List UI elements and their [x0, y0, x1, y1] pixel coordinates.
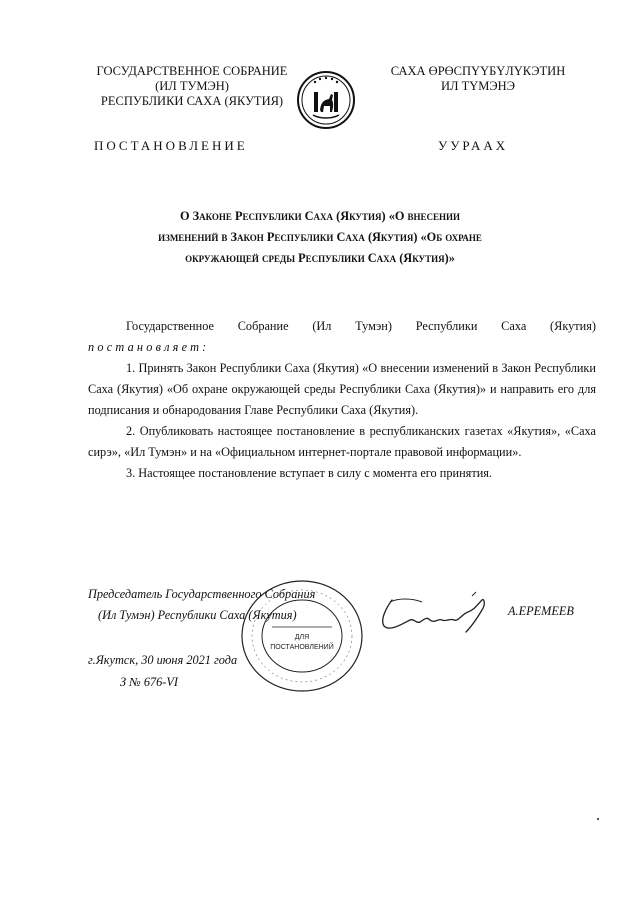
- title-line-3: окружающей среды Республики Саха (Якутия)»: [185, 251, 455, 265]
- scan-speck: [597, 818, 599, 820]
- official-stamp-seal: [238, 577, 366, 695]
- stamp-text-2: ПОСТАНОВЛЕНИЙ: [270, 644, 334, 651]
- item-2: 2. Опубликовать настоящее постановление в республиканских газетах «Якутия», «Саха сирэ», «Ил Тумэн» и на «Официальном интернет-портале правовой информации».: [88, 424, 596, 459]
- document-type-ru: ПОСТАНОВЛЕНИЕ: [94, 138, 248, 153]
- position-line-1: Председатель Государственного Собрания: [88, 587, 316, 601]
- item-3: 3. Настоящее постановление вступает в силу с момента его принятия.: [126, 466, 493, 480]
- header-right-line-2: ИЛ ТҮМЭНЭ: [441, 79, 515, 93]
- header-right-line-1: САХА ӨРӨСПҮҮБҮЛҮКЭТИН: [390, 64, 566, 78]
- document-type-sah: УУРААХ: [438, 138, 509, 153]
- signatory-name: А.ЕРЕМЕЕВ: [508, 604, 574, 618]
- header-left-line-3: РЕСПУБЛИКИ САХА (ЯКУТИЯ): [100, 94, 284, 108]
- document-body: [88, 316, 596, 484]
- header-left-line-2: (ИЛ ТУМЭН): [155, 79, 229, 93]
- issue-date: г.Якутск, 30 июня 2021 года: [88, 653, 238, 667]
- decides-word: постановляет:: [88, 340, 210, 354]
- header-right: [378, 64, 578, 94]
- header-left-line-1: ГОСУДАРСТВЕННОЕ СОБРАНИЕ: [96, 64, 288, 78]
- title-line-1: О Законе Республики Саха (Якутия) «О внесении: [179, 209, 460, 223]
- handwritten-signature: [372, 590, 494, 636]
- stamp-text-1: ДЛЯ: [294, 634, 310, 641]
- coat-of-arms-emblem-icon: [296, 70, 356, 130]
- header-left: [84, 64, 300, 109]
- title-line-2: изменений в Закон Республики Саха (Якутия) «Об охране: [158, 230, 482, 244]
- document-number: З № 676-VI: [120, 675, 178, 689]
- intro-paragraph: Государственное Собрание (Ил Тумэн) Республики Саха (Якутия): [126, 319, 596, 333]
- item-1: 1. Принять Закон Республики Саха (Якутия) «О внесении изменений в Закон Республики Саха (Якутия) «Об охране окружающей среды Республики Саха (Якутия)» и направить его для подписания и обнародования Главе Республики Саха (Якутия).: [88, 361, 596, 417]
- position-line-2: (Ил Тумэн) Республики Саха (Якутия): [98, 608, 297, 622]
- document-title: [110, 206, 530, 269]
